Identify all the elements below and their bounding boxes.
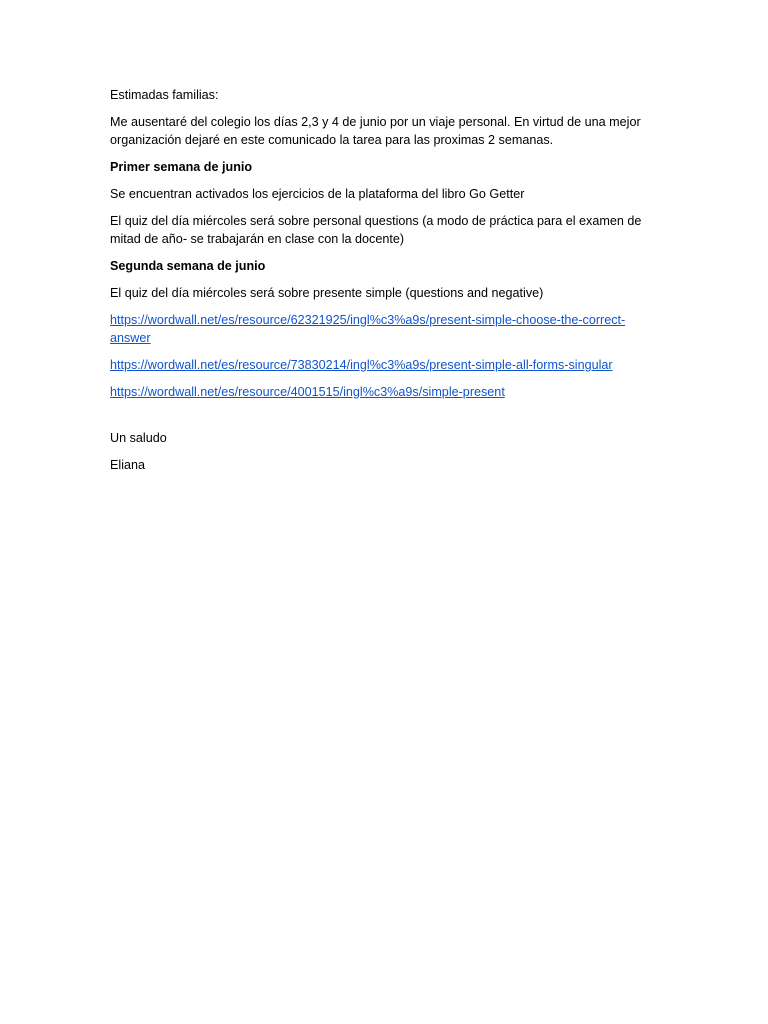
wordwall-link-3[interactable]: [110, 383, 662, 401]
wordwall-link-2-text: https://wordwall.net/es/resource/73830214/ingl%c3%a9s/present-simple-all-forms-singular: [110, 358, 613, 372]
wordwall-link-2[interactable]: [110, 356, 662, 374]
wordwall-link-1[interactable]: [110, 311, 662, 347]
week2-quiz-text: El quiz del día miércoles será sobre presente simple (questions and negative): [110, 286, 544, 300]
wordwall-link-1-line-2: answer: [110, 331, 151, 345]
signature: Eliana: [110, 458, 146, 472]
intro-line-2: organización dejaré en este comunicado la tarea para las proximas 2 semanas.: [110, 133, 554, 147]
greeting: Estimadas familias:: [110, 88, 219, 102]
wordwall-link-1-line-1: https://wordwall.net/es/resource/62321925/ingl%c3%a9s/present-simple-choose-the-correct-: [110, 313, 626, 327]
week2-heading: Segunda semana de junio: [110, 259, 266, 273]
week1-heading: Primer semana de junio: [110, 160, 253, 174]
week1-quiz-line-2: mitad de año- se trabajarán en clase con la docente): [110, 232, 405, 246]
intro-paragraph: [110, 113, 662, 149]
letter-body: [110, 86, 662, 483]
closing: Un saludo: [110, 431, 167, 445]
week1-platform-text: Se encuentran activados los ejercicios de la plataforma del libro Go Getter: [110, 187, 525, 201]
blank-line: [110, 410, 662, 429]
week1-quiz-line-1: El quiz del día miércoles será sobre personal questions (a modo de práctica para el examen de: [110, 214, 642, 228]
intro-line-1: Me ausentaré del colegio los días 2,3 y 4 de junio por un viaje personal. En virtud de una mejor: [110, 115, 641, 129]
week1-quiz-paragraph: [110, 212, 662, 248]
wordwall-link-3-text: https://wordwall.net/es/resource/4001515/ingl%c3%a9s/simple-present: [110, 385, 505, 399]
